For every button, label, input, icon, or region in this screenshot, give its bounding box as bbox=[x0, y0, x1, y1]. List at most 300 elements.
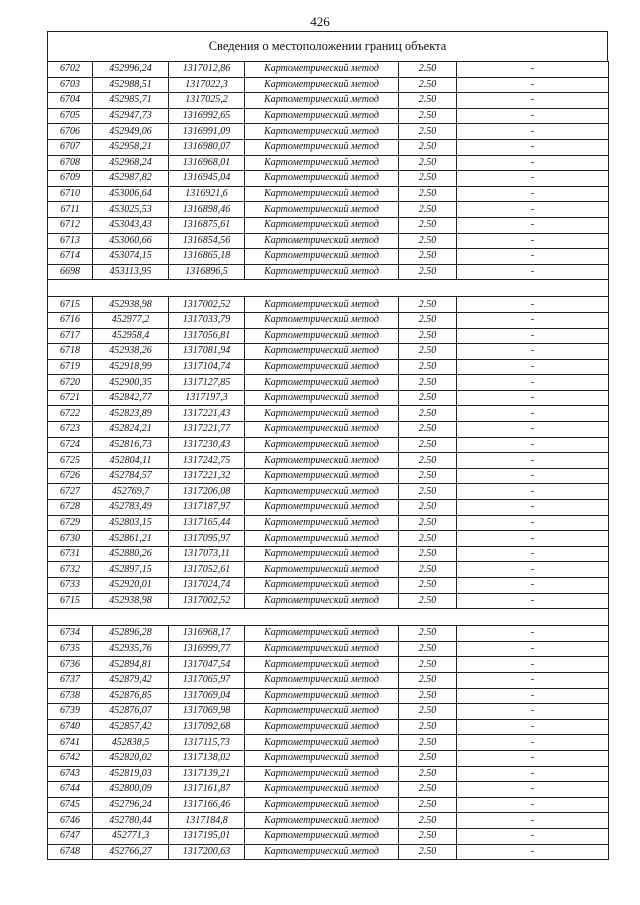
description-cell: - bbox=[457, 375, 609, 391]
table-row bbox=[48, 186, 609, 202]
y-coordinate-cell: 1317025,2 bbox=[169, 93, 245, 109]
method-cell: Картометрический метод bbox=[245, 171, 399, 187]
x-coordinate-cell: 452780,44 bbox=[93, 813, 169, 829]
table-row bbox=[48, 202, 609, 218]
description-cell: - bbox=[457, 626, 609, 642]
table-row bbox=[48, 264, 609, 280]
description-cell: - bbox=[457, 390, 609, 406]
accuracy-cell: 2.50 bbox=[399, 813, 457, 829]
y-coordinate-cell: 1317073,11 bbox=[169, 546, 245, 562]
y-coordinate-cell: 1316898,46 bbox=[169, 202, 245, 218]
point-number-cell: 6723 bbox=[48, 422, 93, 438]
accuracy-cell: 2.50 bbox=[399, 484, 457, 500]
y-coordinate-cell: 1317161,87 bbox=[169, 782, 245, 798]
x-coordinate-cell: 452879,42 bbox=[93, 672, 169, 688]
y-coordinate-cell: 1316896,5 bbox=[169, 264, 245, 280]
point-number-cell: 6738 bbox=[48, 688, 93, 704]
table-row bbox=[48, 515, 609, 531]
point-number-cell: 6721 bbox=[48, 390, 93, 406]
method-cell: Картометрический метод bbox=[245, 217, 399, 233]
x-coordinate-cell: 452796,24 bbox=[93, 797, 169, 813]
method-cell: Картометрический метод bbox=[245, 484, 399, 500]
x-coordinate-cell: 452803,15 bbox=[93, 515, 169, 531]
table-row bbox=[48, 641, 609, 657]
description-cell: - bbox=[457, 688, 609, 704]
y-coordinate-cell: 1317069,98 bbox=[169, 704, 245, 720]
accuracy-cell: 2.50 bbox=[399, 186, 457, 202]
point-number-cell: 6708 bbox=[48, 155, 93, 171]
method-cell: Картометрический метод bbox=[245, 657, 399, 673]
table-row bbox=[48, 453, 609, 469]
description-cell: - bbox=[457, 750, 609, 766]
table-row bbox=[48, 750, 609, 766]
accuracy-cell: 2.50 bbox=[399, 249, 457, 265]
point-number-cell: 6734 bbox=[48, 626, 93, 642]
table-row bbox=[48, 217, 609, 233]
method-cell: Картометрический метод bbox=[245, 297, 399, 313]
table-row bbox=[48, 626, 609, 642]
x-coordinate-cell: 452823,89 bbox=[93, 406, 169, 422]
table-row bbox=[48, 422, 609, 438]
accuracy-cell: 2.50 bbox=[399, 688, 457, 704]
description-cell: - bbox=[457, 264, 609, 280]
y-coordinate-cell: 1317139,21 bbox=[169, 766, 245, 782]
x-coordinate-cell: 453006,64 bbox=[93, 186, 169, 202]
method-cell: Картометрический метод bbox=[245, 578, 399, 594]
point-number-cell: 6719 bbox=[48, 359, 93, 375]
method-cell: Картометрический метод bbox=[245, 375, 399, 391]
method-cell: Картометрический метод bbox=[245, 62, 399, 78]
point-number-cell: 6713 bbox=[48, 233, 93, 249]
x-coordinate-cell: 452894,81 bbox=[93, 657, 169, 673]
description-cell: - bbox=[457, 531, 609, 547]
table-row bbox=[48, 375, 609, 391]
x-coordinate-cell: 452876,85 bbox=[93, 688, 169, 704]
table-row bbox=[48, 766, 609, 782]
y-coordinate-cell: 1316968,17 bbox=[169, 626, 245, 642]
method-cell: Картометрический метод bbox=[245, 202, 399, 218]
y-coordinate-cell: 1317184,8 bbox=[169, 813, 245, 829]
accuracy-cell: 2.50 bbox=[399, 264, 457, 280]
x-coordinate-cell: 452861,21 bbox=[93, 531, 169, 547]
method-cell: Картометрический метод bbox=[245, 264, 399, 280]
table-row bbox=[48, 171, 609, 187]
y-coordinate-cell: 1316945,04 bbox=[169, 171, 245, 187]
accuracy-cell: 2.50 bbox=[399, 531, 457, 547]
y-coordinate-cell: 1317104,74 bbox=[169, 359, 245, 375]
y-coordinate-cell: 1317002,52 bbox=[169, 297, 245, 313]
group-separator-row bbox=[48, 609, 609, 626]
x-coordinate-cell: 452949,06 bbox=[93, 124, 169, 140]
accuracy-cell: 2.50 bbox=[399, 233, 457, 249]
accuracy-cell: 2.50 bbox=[399, 406, 457, 422]
point-number-cell: 6707 bbox=[48, 139, 93, 155]
point-number-cell: 6728 bbox=[48, 500, 93, 516]
y-coordinate-cell: 1317092,68 bbox=[169, 719, 245, 735]
method-cell: Картометрический метод bbox=[245, 626, 399, 642]
table-row bbox=[48, 437, 609, 453]
y-coordinate-cell: 1317065,97 bbox=[169, 672, 245, 688]
table-row bbox=[48, 782, 609, 798]
description-cell: - bbox=[457, 500, 609, 516]
point-number-cell: 6715 bbox=[48, 593, 93, 609]
description-cell: - bbox=[457, 515, 609, 531]
table-row bbox=[48, 93, 609, 109]
y-coordinate-cell: 1316999,77 bbox=[169, 641, 245, 657]
method-cell: Картометрический метод bbox=[245, 782, 399, 798]
description-cell: - bbox=[457, 359, 609, 375]
accuracy-cell: 2.50 bbox=[399, 390, 457, 406]
y-coordinate-cell: 1317195,01 bbox=[169, 828, 245, 844]
y-coordinate-cell: 1317230,43 bbox=[169, 437, 245, 453]
method-cell: Картометрический метод bbox=[245, 249, 399, 265]
y-coordinate-cell: 1317187,97 bbox=[169, 500, 245, 516]
x-coordinate-cell: 452968,24 bbox=[93, 155, 169, 171]
description-cell: - bbox=[457, 641, 609, 657]
table-row bbox=[48, 312, 609, 328]
x-coordinate-cell: 452958,21 bbox=[93, 139, 169, 155]
accuracy-cell: 2.50 bbox=[399, 171, 457, 187]
method-cell: Картометрический метод bbox=[245, 500, 399, 516]
table-row bbox=[48, 844, 609, 860]
y-coordinate-cell: 1317221,32 bbox=[169, 468, 245, 484]
description-cell: - bbox=[457, 77, 609, 93]
x-coordinate-cell: 453113,95 bbox=[93, 264, 169, 280]
y-coordinate-cell: 1317166,46 bbox=[169, 797, 245, 813]
accuracy-cell: 2.50 bbox=[399, 515, 457, 531]
method-cell: Картометрический метод bbox=[245, 344, 399, 360]
method-cell: Картометрический метод bbox=[245, 186, 399, 202]
accuracy-cell: 2.50 bbox=[399, 797, 457, 813]
x-coordinate-cell: 452958,4 bbox=[93, 328, 169, 344]
description-cell: - bbox=[457, 297, 609, 313]
description-cell: - bbox=[457, 453, 609, 469]
method-cell: Картометрический метод bbox=[245, 719, 399, 735]
description-cell: - bbox=[457, 124, 609, 140]
method-cell: Картометрический метод bbox=[245, 139, 399, 155]
description-cell: - bbox=[457, 406, 609, 422]
table-row bbox=[48, 484, 609, 500]
method-cell: Картометрический метод bbox=[245, 468, 399, 484]
accuracy-cell: 2.50 bbox=[399, 828, 457, 844]
description-cell: - bbox=[457, 249, 609, 265]
y-coordinate-cell: 1317165,44 bbox=[169, 515, 245, 531]
table-row bbox=[48, 797, 609, 813]
group-separator-row bbox=[48, 280, 609, 297]
table-row bbox=[48, 139, 609, 155]
x-coordinate-cell: 452947,73 bbox=[93, 108, 169, 124]
table-row bbox=[48, 359, 609, 375]
x-coordinate-cell: 453060,66 bbox=[93, 233, 169, 249]
description-cell: - bbox=[457, 782, 609, 798]
y-coordinate-cell: 1317012,86 bbox=[169, 62, 245, 78]
method-cell: Картометрический метод bbox=[245, 233, 399, 249]
table-row bbox=[48, 155, 609, 171]
point-number-cell: 6740 bbox=[48, 719, 93, 735]
point-number-cell: 6706 bbox=[48, 124, 93, 140]
x-coordinate-cell: 452838,5 bbox=[93, 735, 169, 751]
accuracy-cell: 2.50 bbox=[399, 359, 457, 375]
table-row bbox=[48, 546, 609, 562]
y-coordinate-cell: 1317069,04 bbox=[169, 688, 245, 704]
x-coordinate-cell: 452819,03 bbox=[93, 766, 169, 782]
x-coordinate-cell: 452766,27 bbox=[93, 844, 169, 860]
table-row bbox=[48, 233, 609, 249]
y-coordinate-cell: 1317206,08 bbox=[169, 484, 245, 500]
description-cell: - bbox=[457, 171, 609, 187]
y-coordinate-cell: 1317095,97 bbox=[169, 531, 245, 547]
accuracy-cell: 2.50 bbox=[399, 782, 457, 798]
accuracy-cell: 2.50 bbox=[399, 844, 457, 860]
description-cell: - bbox=[457, 844, 609, 860]
page-number: 426 bbox=[310, 14, 330, 29]
x-coordinate-cell: 453074,15 bbox=[93, 249, 169, 265]
table-row bbox=[48, 108, 609, 124]
point-number-cell: 6698 bbox=[48, 264, 93, 280]
description-cell: - bbox=[457, 202, 609, 218]
x-coordinate-cell: 452920,01 bbox=[93, 578, 169, 594]
description-cell: - bbox=[457, 657, 609, 673]
x-coordinate-cell: 452800,09 bbox=[93, 782, 169, 798]
y-coordinate-cell: 1317115,73 bbox=[169, 735, 245, 751]
point-number-cell: 6709 bbox=[48, 171, 93, 187]
point-number-cell: 6704 bbox=[48, 93, 93, 109]
y-coordinate-cell: 1317024,74 bbox=[169, 578, 245, 594]
y-coordinate-cell: 1317242,75 bbox=[169, 453, 245, 469]
method-cell: Картометрический метод bbox=[245, 406, 399, 422]
method-cell: Картометрический метод bbox=[245, 390, 399, 406]
x-coordinate-cell: 452897,15 bbox=[93, 562, 169, 578]
method-cell: Картометрический метод bbox=[245, 688, 399, 704]
y-coordinate-cell: 1316865,18 bbox=[169, 249, 245, 265]
description-cell: - bbox=[457, 797, 609, 813]
description-cell: - bbox=[457, 578, 609, 594]
accuracy-cell: 2.50 bbox=[399, 657, 457, 673]
point-number-cell: 6733 bbox=[48, 578, 93, 594]
accuracy-cell: 2.50 bbox=[399, 626, 457, 642]
accuracy-cell: 2.50 bbox=[399, 672, 457, 688]
table-row bbox=[48, 735, 609, 751]
table-row bbox=[48, 328, 609, 344]
point-number-cell: 6730 bbox=[48, 531, 93, 547]
table-body bbox=[48, 62, 609, 860]
method-cell: Картометрический метод bbox=[245, 844, 399, 860]
y-coordinate-cell: 1317221,77 bbox=[169, 422, 245, 438]
method-cell: Картометрический метод bbox=[245, 515, 399, 531]
accuracy-cell: 2.50 bbox=[399, 312, 457, 328]
accuracy-cell: 2.50 bbox=[399, 155, 457, 171]
x-coordinate-cell: 452938,98 bbox=[93, 297, 169, 313]
description-cell: - bbox=[457, 139, 609, 155]
description-cell: - bbox=[457, 735, 609, 751]
point-number-cell: 6735 bbox=[48, 641, 93, 657]
method-cell: Картометрический метод bbox=[245, 437, 399, 453]
point-number-cell: 6736 bbox=[48, 657, 93, 673]
point-number-cell: 6737 bbox=[48, 672, 93, 688]
y-coordinate-cell: 1316968,01 bbox=[169, 155, 245, 171]
point-number-cell: 6710 bbox=[48, 186, 93, 202]
y-coordinate-cell: 1316992,65 bbox=[169, 108, 245, 124]
point-number-cell: 6712 bbox=[48, 217, 93, 233]
x-coordinate-cell: 452820,02 bbox=[93, 750, 169, 766]
table-row bbox=[48, 704, 609, 720]
table-row bbox=[48, 578, 609, 594]
point-number-cell: 6711 bbox=[48, 202, 93, 218]
point-number-cell: 6714 bbox=[48, 249, 93, 265]
description-cell: - bbox=[457, 312, 609, 328]
accuracy-cell: 2.50 bbox=[399, 641, 457, 657]
point-number-cell: 6745 bbox=[48, 797, 93, 813]
accuracy-cell: 2.50 bbox=[399, 500, 457, 516]
x-coordinate-cell: 453025,53 bbox=[93, 202, 169, 218]
point-number-cell: 6743 bbox=[48, 766, 93, 782]
x-coordinate-cell: 452985,71 bbox=[93, 93, 169, 109]
y-coordinate-cell: 1316854,56 bbox=[169, 233, 245, 249]
table-row bbox=[48, 562, 609, 578]
y-coordinate-cell: 1317002,52 bbox=[169, 593, 245, 609]
method-cell: Картометрический метод bbox=[245, 531, 399, 547]
x-coordinate-cell: 452784,57 bbox=[93, 468, 169, 484]
table-row bbox=[48, 500, 609, 516]
accuracy-cell: 2.50 bbox=[399, 766, 457, 782]
accuracy-cell: 2.50 bbox=[399, 750, 457, 766]
method-cell: Картометрический метод bbox=[245, 766, 399, 782]
point-number-cell: 6741 bbox=[48, 735, 93, 751]
x-coordinate-cell: 452783,49 bbox=[93, 500, 169, 516]
point-number-cell: 6747 bbox=[48, 828, 93, 844]
table-row bbox=[48, 77, 609, 93]
x-coordinate-cell: 452988,51 bbox=[93, 77, 169, 93]
description-cell: - bbox=[457, 719, 609, 735]
method-cell: Картометрический метод bbox=[245, 813, 399, 829]
y-coordinate-cell: 1317197,3 bbox=[169, 390, 245, 406]
description-cell: - bbox=[457, 186, 609, 202]
description-cell: - bbox=[457, 704, 609, 720]
accuracy-cell: 2.50 bbox=[399, 108, 457, 124]
accuracy-cell: 2.50 bbox=[399, 375, 457, 391]
y-coordinate-cell: 1317022,3 bbox=[169, 77, 245, 93]
description-cell: - bbox=[457, 813, 609, 829]
method-cell: Картометрический метод bbox=[245, 797, 399, 813]
method-cell: Картометрический метод bbox=[245, 672, 399, 688]
x-coordinate-cell: 452977,2 bbox=[93, 312, 169, 328]
method-cell: Картометрический метод bbox=[245, 562, 399, 578]
table-row bbox=[48, 344, 609, 360]
accuracy-cell: 2.50 bbox=[399, 202, 457, 218]
description-cell: - bbox=[457, 155, 609, 171]
point-number-cell: 6744 bbox=[48, 782, 93, 798]
table-title: Сведения о местоположении границ объекта bbox=[47, 31, 608, 61]
method-cell: Картометрический метод bbox=[245, 546, 399, 562]
y-coordinate-cell: 1317081,94 bbox=[169, 344, 245, 360]
table-row bbox=[48, 672, 609, 688]
accuracy-cell: 2.50 bbox=[399, 77, 457, 93]
x-coordinate-cell: 452938,98 bbox=[93, 593, 169, 609]
x-coordinate-cell: 452769,7 bbox=[93, 484, 169, 500]
y-coordinate-cell: 1317221,43 bbox=[169, 406, 245, 422]
method-cell: Картометрический метод bbox=[245, 77, 399, 93]
table-row bbox=[48, 657, 609, 673]
description-cell: - bbox=[457, 437, 609, 453]
x-coordinate-cell: 452876,07 bbox=[93, 704, 169, 720]
table-row bbox=[48, 719, 609, 735]
point-number-cell: 6720 bbox=[48, 375, 93, 391]
table-row bbox=[48, 688, 609, 704]
x-coordinate-cell: 452935,76 bbox=[93, 641, 169, 657]
y-coordinate-cell: 1317200,63 bbox=[169, 844, 245, 860]
method-cell: Картометрический метод bbox=[245, 593, 399, 609]
accuracy-cell: 2.50 bbox=[399, 562, 457, 578]
accuracy-cell: 2.50 bbox=[399, 328, 457, 344]
method-cell: Картометрический метод bbox=[245, 422, 399, 438]
table-row bbox=[48, 813, 609, 829]
table-row bbox=[48, 531, 609, 547]
accuracy-cell: 2.50 bbox=[399, 468, 457, 484]
x-coordinate-cell: 452880,26 bbox=[93, 546, 169, 562]
point-number-cell: 6731 bbox=[48, 546, 93, 562]
y-coordinate-cell: 1317033,79 bbox=[169, 312, 245, 328]
y-coordinate-cell: 1316921,6 bbox=[169, 186, 245, 202]
method-cell: Картометрический метод bbox=[245, 704, 399, 720]
description-cell: - bbox=[457, 344, 609, 360]
x-coordinate-cell: 452900,35 bbox=[93, 375, 169, 391]
x-coordinate-cell: 453043,43 bbox=[93, 217, 169, 233]
accuracy-cell: 2.50 bbox=[399, 704, 457, 720]
point-number-cell: 6725 bbox=[48, 453, 93, 469]
y-coordinate-cell: 1316875,61 bbox=[169, 217, 245, 233]
point-number-cell: 6739 bbox=[48, 704, 93, 720]
table-row bbox=[48, 249, 609, 265]
x-coordinate-cell: 452996,24 bbox=[93, 62, 169, 78]
method-cell: Картометрический метод bbox=[245, 328, 399, 344]
method-cell: Картометрический метод bbox=[245, 359, 399, 375]
accuracy-cell: 2.50 bbox=[399, 593, 457, 609]
boundary-points-table bbox=[47, 61, 609, 860]
accuracy-cell: 2.50 bbox=[399, 578, 457, 594]
point-number-cell: 6716 bbox=[48, 312, 93, 328]
accuracy-cell: 2.50 bbox=[399, 344, 457, 360]
x-coordinate-cell: 452896,28 bbox=[93, 626, 169, 642]
y-coordinate-cell: 1317052,61 bbox=[169, 562, 245, 578]
description-cell: - bbox=[457, 546, 609, 562]
point-number-cell: 6718 bbox=[48, 344, 93, 360]
boundary-table-frame bbox=[47, 31, 608, 860]
x-coordinate-cell: 452816,73 bbox=[93, 437, 169, 453]
description-cell: - bbox=[457, 672, 609, 688]
point-number-cell: 6729 bbox=[48, 515, 93, 531]
method-cell: Картометрический метод bbox=[245, 735, 399, 751]
y-coordinate-cell: 1317056,81 bbox=[169, 328, 245, 344]
accuracy-cell: 2.50 bbox=[399, 719, 457, 735]
description-cell: - bbox=[457, 484, 609, 500]
x-coordinate-cell: 452987,82 bbox=[93, 171, 169, 187]
accuracy-cell: 2.50 bbox=[399, 297, 457, 313]
description-cell: - bbox=[457, 766, 609, 782]
accuracy-cell: 2.50 bbox=[399, 217, 457, 233]
point-number-cell: 6732 bbox=[48, 562, 93, 578]
description-cell: - bbox=[457, 108, 609, 124]
description-cell: - bbox=[457, 468, 609, 484]
point-number-cell: 6717 bbox=[48, 328, 93, 344]
table-row bbox=[48, 62, 609, 78]
x-coordinate-cell: 452824,21 bbox=[93, 422, 169, 438]
table-row bbox=[48, 468, 609, 484]
description-cell: - bbox=[457, 217, 609, 233]
table-row bbox=[48, 390, 609, 406]
y-coordinate-cell: 1317047,54 bbox=[169, 657, 245, 673]
method-cell: Картометрический метод bbox=[245, 750, 399, 766]
description-cell: - bbox=[457, 422, 609, 438]
